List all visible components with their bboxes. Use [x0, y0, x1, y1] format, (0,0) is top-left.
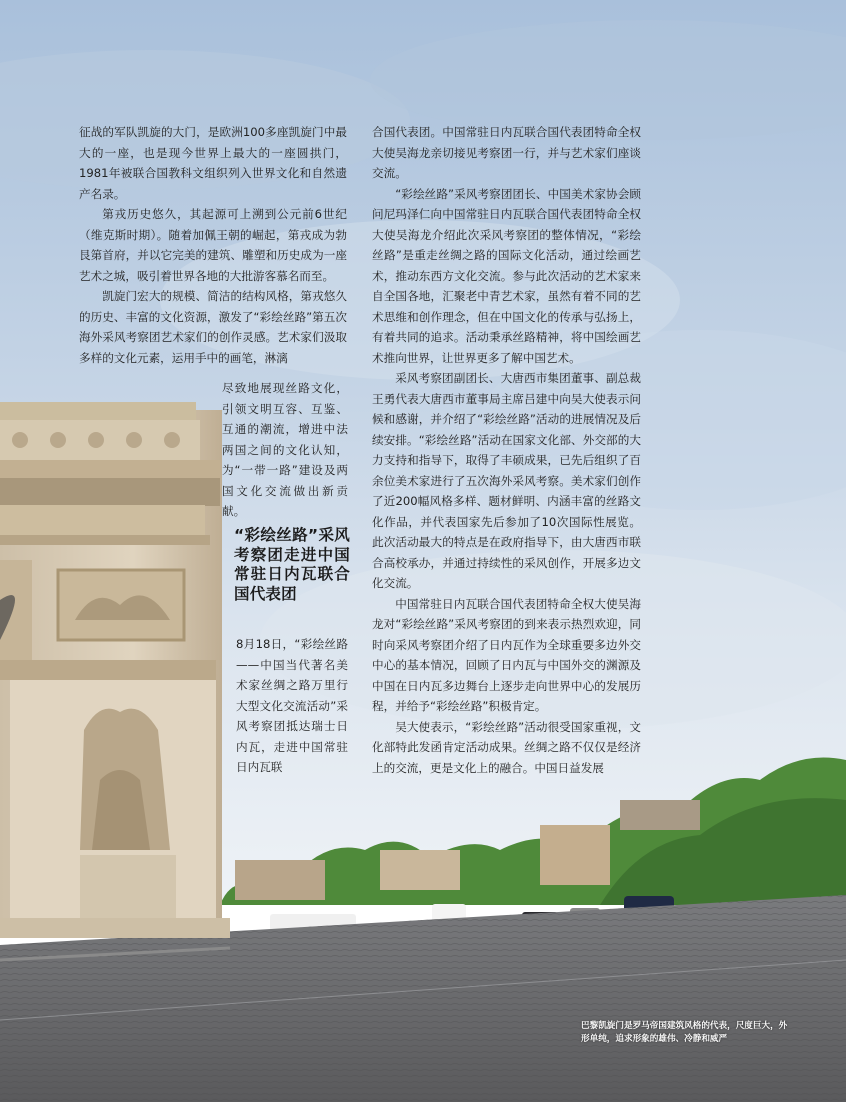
wrapped-paragraph-continuation: 尽致地展现丝路文化，引领文明互容、互鉴、互通的潮流，增进中法两国之间的文化认知，为“一带一路”建设及两国文化交流做出新贡献。 [222, 381, 348, 518]
paragraph: 采风考察团副团长、大唐西市集团董事、副总裁王勇代表大唐西市董事局主席吕建中向吴大使表示问候和感谢，并介绍了“彩绘丝路”活动的进展情况及后续安排。“彩绘丝路”活动在国家文化部、外交部的大力支持和指导下，取得了丰硕成果，已先后组织了百余位美术家进行了五次海外采风考察。美术家们创作了近200幅风格多样、题材鲜明、内涵丰富的丝路文化作品，并代表国家先后参加了10次国际性展览。此次活动最大的特点是在政府指导下，由大唐西市联合高校承办，并通过持续性的采风创作，开展多边文化交流。 [372, 371, 641, 590]
wrapped-paragraph-opening: 8月18日，“彩绘丝路——中国当代著名美术家丝绸之路万里行大型文化交流活动”采风考察团抵达瑞士日内瓦，走进中国常驻日内瓦联 [236, 637, 348, 774]
paragraph: 第戎历史悠久，其起源可上溯到公元前6世纪（维克斯时期）。随着加佩王朝的崛起，第戎成为勃艮第首府，并以它完美的建筑、雕塑和历史成为一座艺术之城，吸引着世界各地的大批游客慕名而至。 [79, 207, 347, 283]
article-right-column [372, 122, 641, 778]
paragraph: 征战的军队凯旋的大门，是欧洲100多座凯旋门中最大的一座，也是现今世界上最大的一座圆拱门，1981年被联合国教科文组织列入世界文化和自然遗产名录。 [79, 125, 347, 201]
paragraph: 中国常驻日内瓦联合国代表团特命全权大使吴海龙对“彩绘丝路”采风考察团的到来表示热烈欢迎，同时向采风考察团介绍了日内瓦作为全球重要多边外交中心的基本情况，回顾了日内瓦与中国外交的渊源及中国在日内瓦多边舞台上逐步走向世界中心的发展历程，并给予“彩绘丝路”积极肯定。 [372, 596, 641, 713]
arc-de-triomphe [0, 402, 230, 938]
paragraph: 合国代表团。中国常驻日内瓦联合国代表团特命全权大使吴海龙亲切接见考察团一行，并与艺术家们座谈交流。 [372, 125, 641, 180]
paragraph: 凯旋门宏大的规模、简洁的结构风格，第戎悠久的历史、丰富的文化资源，激发了“彩绘丝路”第五次海外采风考察团艺术家们的创作灵感。艺术家们汲取多样的文化元素，运用手中的画笔，淋漓 [79, 289, 347, 365]
paragraph: “彩绘丝路”采风考察团团长、中国美术家协会顾问尼玛泽仁向中国常驻日内瓦联合国代表团特命全权大使吴海龙介绍此次采风考察团的整体情况，“彩绘丝路”是重走丝绸之路的国际文化活动，通过绘画艺术，推动东西方文化交流。参与此次活动的艺术家来自全国各地，汇聚老中青艺术家，虽然有着不同的艺术思维和创作理念，但在中国文化的传承与弘扬上，有着共同的追求。活动秉承丝路精神，将中国绘画艺术推向世界，让世界更多了解中国艺术。 [372, 186, 641, 365]
section-heading: “彩绘丝路”采风考察团走进中国常驻日内瓦联合国代表团 [234, 526, 350, 603]
paragraph: 吴大使表示，“彩绘丝路”活动很受国家重视，文化部特此发函肯定活动成果。丝绸之路不仅仅是经济上的交流，更是文化上的融合。中国日益发展 [372, 719, 641, 775]
article-left-column [79, 122, 347, 368]
photo-caption: 巴黎凯旋门是罗马帝国建筑风格的代表，尺度巨大，外形单纯，追求形象的雄伟、冷静和威严 [581, 1021, 788, 1044]
